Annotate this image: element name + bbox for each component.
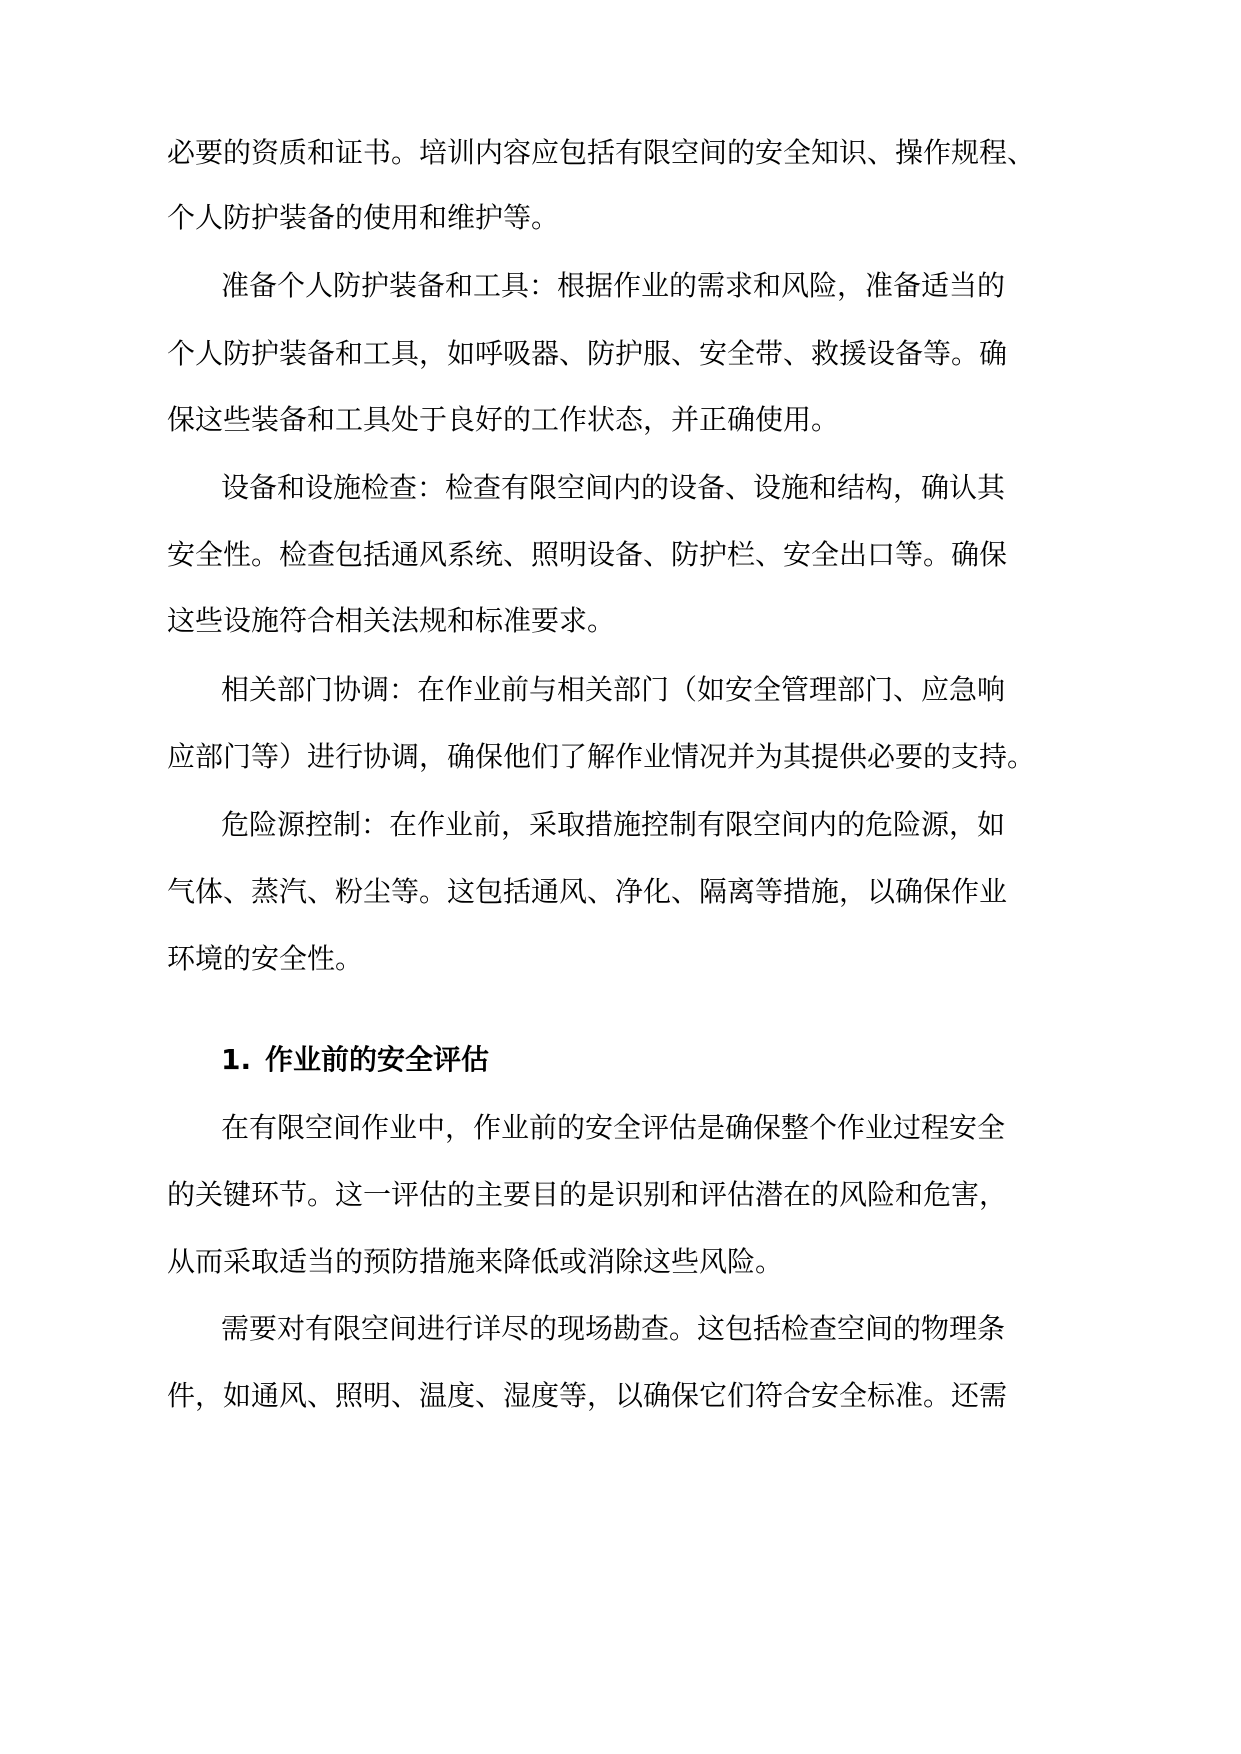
section-heading	[221, 1042, 489, 1078]
text-line: 准备个人防护装备和工具：根据作业的需求和风险，准备适当的	[221, 269, 1006, 302]
text-line: 设备和设施检查：检查有限空间内的设备、设施和结构，确认其	[221, 471, 1006, 504]
text-line: 安全性。检查包括通风系统、照明设备、防护栏、安全出口等。确保	[167, 538, 1008, 571]
text-line: 个人防护装备的使用和维护等。	[167, 201, 560, 234]
text-line: 应部门等）进行协调，确保他们了解作业情况并为其提供必要的支持。	[167, 740, 1036, 773]
text-line: 保这些装备和工具处于良好的工作状态，并正确使用。	[167, 403, 840, 436]
text-line: 件，如通风、照明、温度、湿度等，以确保它们符合安全标准。还需	[167, 1379, 1008, 1412]
text-line: 的关键环节。这一评估的主要目的是识别和评估潜在的风险和危害，	[167, 1178, 1008, 1211]
text-line: 相关部门协调：在作业前与相关部门（如安全管理部门、应急响	[221, 673, 1006, 706]
text-line: 必要的资质和证书。培训内容应包括有限空间的安全知识、操作规程、	[167, 136, 1036, 169]
text-line: 在有限空间作业中，作业前的安全评估是确保整个作业过程安全	[221, 1111, 1006, 1144]
section-title: 作业前的安全评估	[265, 1043, 490, 1076]
text-line: 从而采取适当的预防措施来降低或消除这些风险。	[167, 1245, 784, 1278]
text-line: 环境的安全性。	[167, 942, 364, 975]
text-line: 气体、蒸汽、粉尘等。这包括通风、净化、隔离等措施，以确保作业	[167, 875, 1008, 908]
text-line: 个人防护装备和工具，如呼吸器、防护服、安全带、救援设备等。确	[167, 337, 1008, 370]
text-line: 这些设施符合相关法规和标准要求。	[167, 604, 616, 637]
section-number: 1.	[221, 1043, 252, 1076]
text-line: 危险源控制：在作业前，采取措施控制有限空间内的危险源，如	[221, 808, 1006, 841]
text-line: 需要对有限空间进行详尽的现场勘查。这包括检查空间的物理条	[221, 1312, 1006, 1345]
